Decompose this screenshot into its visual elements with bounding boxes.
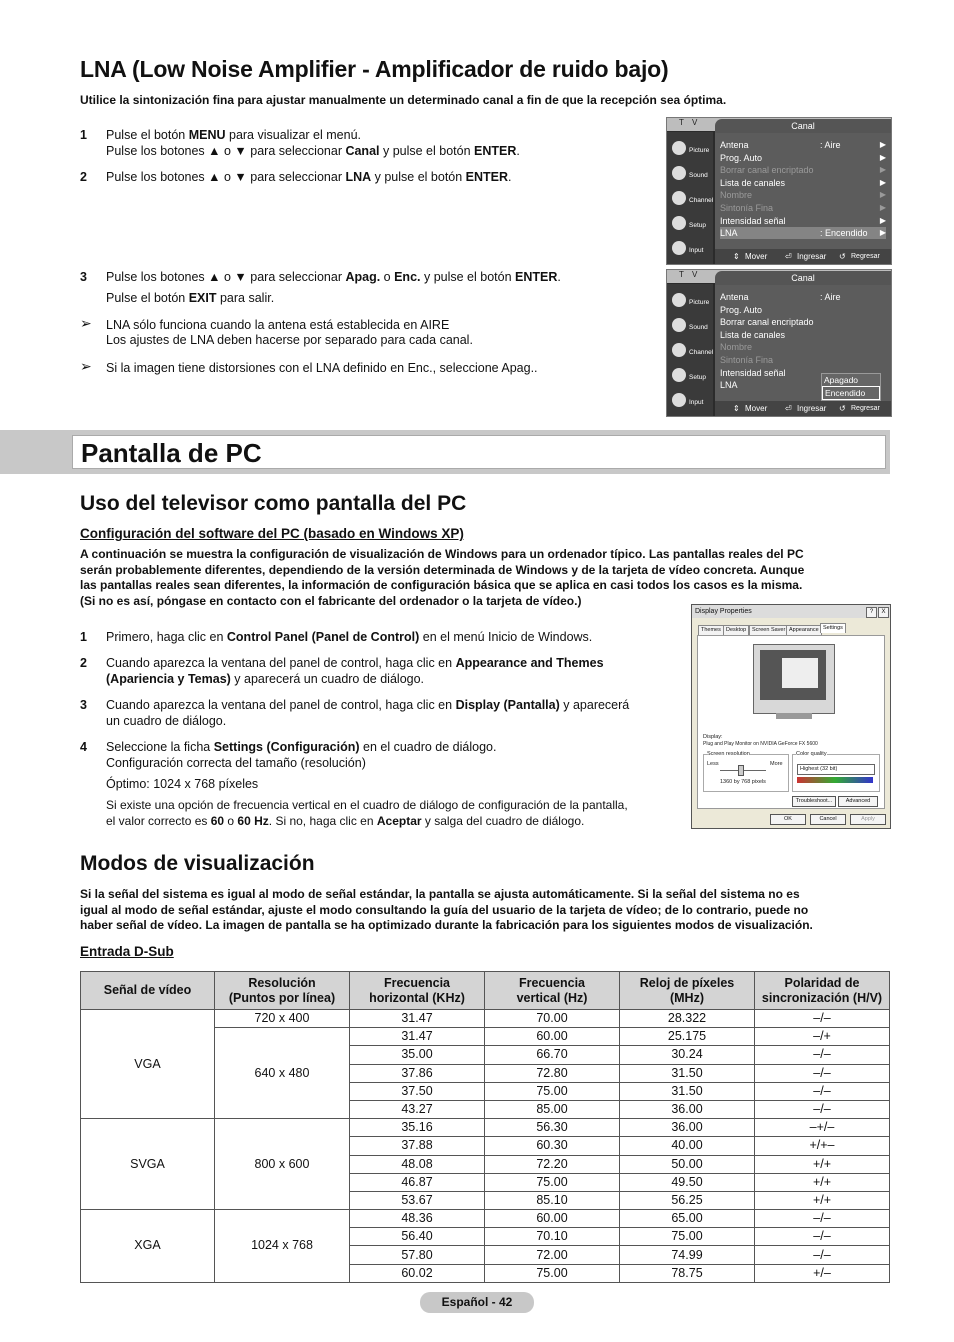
osd-row[interactable] bbox=[720, 341, 886, 353]
table-row bbox=[81, 1010, 890, 1028]
osd-bottom-bar bbox=[715, 249, 891, 264]
pc-step-3-line-a: Cuando aparezca la ventana del panel de control, haga clic en Display (Pantalla) y aparecerá bbox=[106, 698, 630, 712]
arrow-right-icon: ▶ bbox=[879, 203, 886, 212]
note-1-line-b: Los ajustes de LNA deben hacerse por separado para cada canal. bbox=[106, 333, 473, 347]
table-row bbox=[81, 1119, 890, 1137]
ok-button[interactable]: OK bbox=[770, 814, 806, 825]
arrow-right-icon: ▶ bbox=[879, 165, 886, 175]
pc-step-4-line-b: Configuración correcta del tamaño (resolución) bbox=[106, 756, 366, 770]
osd-row-label: Antena bbox=[720, 140, 749, 150]
table-cell: 49.50 bbox=[620, 1173, 755, 1191]
table-cell: 37.50 bbox=[350, 1082, 485, 1100]
table-cell: 74.99 bbox=[620, 1246, 755, 1264]
resolution-cell: 800 x 600 bbox=[215, 1119, 350, 1210]
display-value: Plug and Play Monitor on NVIDIA GeForce FX 5600 bbox=[703, 741, 818, 747]
pc-step-2-line-a: Cuando aparezca la ventana del panel de control, haga clic en Appearance and Themes bbox=[106, 656, 604, 670]
preview-window bbox=[782, 658, 818, 688]
osd-row[interactable] bbox=[720, 329, 886, 341]
osd-row[interactable] bbox=[720, 164, 886, 176]
option-encendido[interactable]: Encendido bbox=[822, 386, 880, 400]
sound-icon bbox=[672, 318, 686, 332]
table-cell: 31.50 bbox=[620, 1064, 755, 1082]
section-banner bbox=[0, 430, 890, 474]
table-cell: 65.00 bbox=[620, 1210, 755, 1228]
option-apagado[interactable]: Apagado bbox=[824, 375, 859, 385]
col-frec-horizontal: Frecuencia horizontal (KHz) bbox=[350, 972, 485, 1010]
table-cell: 50.00 bbox=[620, 1155, 755, 1173]
table-row bbox=[81, 1210, 890, 1228]
osd-row-label: Prog. Auto bbox=[720, 304, 763, 315]
osd-row-label: LNA bbox=[720, 228, 738, 239]
step-number: 2 bbox=[80, 656, 87, 670]
resolution-cell: 640 x 480 bbox=[215, 1028, 350, 1119]
pc-step-4-line-e: el valor correcto es 60 o 60 Hz. Si no, haga clic en Aceptar y salga del cuadro de diálogo. bbox=[106, 814, 585, 828]
tv-menu-canal-1 bbox=[666, 117, 892, 265]
less-label: Less bbox=[707, 761, 719, 767]
osd-row-value: : Aire bbox=[820, 140, 841, 150]
table-cell: 57.80 bbox=[350, 1246, 485, 1264]
channel-icon bbox=[672, 191, 686, 205]
tab-themes[interactable]: Themes bbox=[698, 625, 724, 636]
table-cell: 48.08 bbox=[350, 1155, 485, 1173]
table-cell: 60.02 bbox=[350, 1264, 485, 1282]
color-quality-label: Color quality bbox=[796, 751, 827, 757]
input-icon bbox=[672, 393, 686, 407]
resolution-cell: 1024 x 768 bbox=[215, 1210, 350, 1283]
arrow-right-icon: ▶ bbox=[879, 215, 886, 225]
osd-row-label: Intensidad señal bbox=[720, 367, 786, 378]
settings-panel bbox=[697, 635, 885, 809]
return-icon: ↺ bbox=[839, 404, 846, 413]
banner-inner bbox=[72, 435, 886, 469]
osd-side-input: Input bbox=[669, 390, 713, 412]
tab-settings[interactable]: Settings bbox=[820, 623, 846, 633]
osd-canal-tab: Canal bbox=[715, 119, 891, 133]
color-quality-value: Highest (32 bit) bbox=[800, 766, 838, 772]
table-cell: 53.67 bbox=[350, 1191, 485, 1209]
pc-step-4-line-c: Óptimo: 1024 x 768 píxeles bbox=[106, 777, 259, 791]
display-label: Display: bbox=[703, 734, 723, 740]
tab-screen-saver[interactable]: Screen Saver bbox=[749, 625, 788, 636]
osd-row[interactable] bbox=[720, 354, 886, 366]
osd-mover: Mover bbox=[745, 404, 768, 413]
table-cell: 43.27 bbox=[350, 1100, 485, 1118]
table-cell: +/+– bbox=[755, 1137, 890, 1155]
config-subheading: Configuración del software del PC (basado en Windows XP) bbox=[80, 526, 464, 541]
apply-button[interactable]: Apply bbox=[850, 814, 886, 825]
signal-cell: XGA bbox=[81, 1210, 215, 1283]
troubleshoot-button[interactable]: Troubleshoot... bbox=[792, 796, 836, 807]
table-cell: –/– bbox=[755, 1010, 890, 1028]
osd-side-sound: Sound bbox=[669, 163, 713, 185]
table-header-row bbox=[81, 972, 890, 1010]
osd-row[interactable] bbox=[720, 177, 886, 189]
osd-row-label: Prog. Auto bbox=[720, 152, 763, 163]
table-cell: –/+ bbox=[755, 1028, 890, 1046]
return-icon: ↺ bbox=[839, 252, 846, 261]
dsub-subheading: Entrada D-Sub bbox=[80, 944, 174, 959]
step-number: 3 bbox=[80, 270, 87, 284]
tab-desktop[interactable]: Desktop bbox=[723, 625, 749, 636]
osd-bottom-bar bbox=[715, 401, 891, 416]
osd-mover: Mover bbox=[745, 252, 768, 261]
osd-row-label: Borrar canal encriptado bbox=[720, 317, 814, 328]
osd-row-label: Lista de canales bbox=[720, 177, 786, 188]
col-reloj: Reloj de píxeles (MHz) bbox=[620, 972, 755, 1010]
osd-row-label: Lista de canales bbox=[720, 329, 786, 340]
col-frec-vertical: Frecuencia vertical (Hz) bbox=[485, 972, 620, 1010]
resolution-cell: 720 x 400 bbox=[215, 1010, 350, 1028]
channel-icon bbox=[672, 343, 686, 357]
pc-step-4-line-a: Seleccione la ficha Settings (Configuración) en el cuadro de diálogo. bbox=[106, 740, 497, 754]
table-cell: –/– bbox=[755, 1210, 890, 1228]
arrow-right-icon: ▶ bbox=[879, 152, 886, 162]
table-cell: 40.00 bbox=[620, 1137, 755, 1155]
note-1-line-a: LNA sólo funciona cuando la antena está establecida en AIRE bbox=[106, 318, 450, 332]
table-cell: 56.30 bbox=[485, 1119, 620, 1137]
arrow-right-icon: ▶ bbox=[879, 228, 886, 238]
table-cell: 75.00 bbox=[485, 1264, 620, 1282]
step-number: 4 bbox=[80, 740, 87, 754]
input-icon bbox=[672, 241, 686, 255]
lna-option-popup bbox=[821, 373, 881, 401]
dialog-title: Display Properties bbox=[695, 608, 752, 615]
table-cell: 37.88 bbox=[350, 1137, 485, 1155]
table-cell: 60.00 bbox=[485, 1210, 620, 1228]
table-cell: +/+ bbox=[755, 1155, 890, 1173]
osd-canal-tab: Canal bbox=[715, 271, 891, 285]
osd-row[interactable] bbox=[720, 291, 886, 303]
step-1-line-a: Pulse el botón MENU para visualizar el menú. bbox=[106, 128, 361, 142]
table-cell: –/– bbox=[755, 1246, 890, 1264]
table-cell: 25.175 bbox=[620, 1028, 755, 1046]
step-number: 3 bbox=[80, 698, 87, 712]
osd-row-label: Intensidad señal bbox=[720, 215, 786, 226]
table-cell: 70.10 bbox=[485, 1228, 620, 1246]
table-cell: 48.36 bbox=[350, 1210, 485, 1228]
cancel-button[interactable]: Cancel bbox=[810, 814, 846, 825]
table-cell: +/+ bbox=[755, 1191, 890, 1209]
help-button[interactable]: ? bbox=[866, 607, 877, 618]
more-label: More bbox=[770, 761, 783, 767]
table-cell: 70.00 bbox=[485, 1010, 620, 1028]
pc-step-3-line-b: un cuadro de diálogo. bbox=[106, 714, 227, 728]
osd-row-label: Sintonía Fina bbox=[720, 203, 774, 213]
col-polaridad: Polaridad de sincronización (H/V) bbox=[755, 972, 890, 1010]
table-cell: 46.87 bbox=[350, 1173, 485, 1191]
note-2-text: Si la imagen tiene distorsiones con el LNA definido en Enc., seleccione Apag.. bbox=[106, 361, 538, 375]
osd-row[interactable] bbox=[720, 316, 886, 328]
osd-side-picture: Picture bbox=[669, 290, 713, 312]
step-number: 2 bbox=[80, 170, 87, 184]
note-arrow-icon: ➢ bbox=[80, 358, 92, 374]
pc-step-4-line-d: Si existe una opción de frecuencia vertical en el cuadro de diálogo de configuración de la pantalla, bbox=[106, 798, 628, 812]
advanced-button[interactable]: Advanced bbox=[838, 796, 878, 807]
lna-title: LNA (Low Noise Amplifier - Amplificador de ruido bajo) bbox=[80, 56, 669, 82]
table-cell: 28.322 bbox=[620, 1010, 755, 1028]
table-cell: 30.24 bbox=[620, 1046, 755, 1064]
osd-side-channel: Channel bbox=[669, 188, 713, 210]
lna-intro: Utilice la sintonización fina para ajustar manualmente un determinado canal a fin de que la recepción sea óptima. bbox=[80, 93, 727, 107]
monitor-stand bbox=[776, 713, 812, 719]
osd-row[interactable] bbox=[720, 139, 886, 151]
osd-row-value: : Encendido bbox=[820, 228, 868, 239]
table-cell: 37.86 bbox=[350, 1064, 485, 1082]
modes-paragraph: Si la señal del sistema es igual al modo de señal estándar, la pantalla se ajusta automáticamente. Si la señal del sistema no es igual al modo de señal estándar, ajuste el modo consultando la guía del usuario de la tarjeta de vídeo; de lo contrario, puede no haber señal de vídeo. La imagen de pantalla se ha optimizado durante la fabricación para los siguientes modos de visualización. bbox=[80, 887, 813, 932]
table-cell: 72.80 bbox=[485, 1064, 620, 1082]
display-properties-dialog bbox=[691, 604, 891, 829]
enter-icon: ⏎ bbox=[785, 404, 792, 413]
move-icon: ⇕ bbox=[733, 252, 740, 261]
osd-row-label: LNA bbox=[720, 380, 738, 391]
tv-label: T V bbox=[679, 118, 701, 127]
picture-icon bbox=[672, 293, 686, 307]
osd-side-setup: Setup bbox=[669, 365, 713, 387]
monitor-screen bbox=[760, 650, 826, 700]
table-cell: 72.20 bbox=[485, 1155, 620, 1173]
table-cell: 36.00 bbox=[620, 1119, 755, 1137]
table-cell: 31.47 bbox=[350, 1028, 485, 1046]
pc-step-1-text: Primero, haga clic en Control Panel (Panel de Control) en el menú Inicio de Windows. bbox=[106, 630, 593, 644]
osd-row[interactable] bbox=[720, 152, 886, 164]
osd-row-label: Nombre bbox=[720, 190, 753, 201]
osd-ingresar: Ingresar bbox=[797, 252, 827, 261]
osd-row[interactable] bbox=[720, 304, 886, 316]
osd-row-label: Sintonía Fina bbox=[720, 355, 774, 365]
table-cell: 78.75 bbox=[620, 1264, 755, 1282]
osd-sidebar bbox=[667, 284, 713, 416]
osd-row[interactable] bbox=[720, 189, 886, 201]
osd-regresar: Regresar bbox=[851, 405, 880, 412]
table-cell: +/– bbox=[755, 1264, 890, 1282]
enter-icon: ⏎ bbox=[785, 252, 792, 261]
signal-cell: VGA bbox=[81, 1010, 215, 1119]
table-cell: 56.25 bbox=[620, 1191, 755, 1209]
table-cell: +/+ bbox=[755, 1173, 890, 1191]
resolution-group bbox=[703, 754, 789, 792]
osd-ingresar: Ingresar bbox=[797, 404, 827, 413]
step-number: 1 bbox=[80, 128, 87, 142]
table-cell: 35.16 bbox=[350, 1119, 485, 1137]
table-cell: 56.40 bbox=[350, 1228, 485, 1246]
osd-row-label: Antena bbox=[720, 292, 749, 302]
color-quality-select[interactable] bbox=[797, 764, 875, 775]
dialog-titlebar bbox=[692, 605, 890, 618]
osd-row-label: Borrar canal encriptado bbox=[720, 165, 814, 176]
osd-side-channel: Channel bbox=[669, 340, 713, 362]
table-cell: 85.10 bbox=[485, 1191, 620, 1209]
picture-icon bbox=[672, 141, 686, 155]
step-3-exit: Pulse el botón EXIT para salir. bbox=[106, 291, 275, 305]
osd-row[interactable] bbox=[720, 215, 886, 227]
table-cell: 72.00 bbox=[485, 1246, 620, 1264]
col-senal: Señal de vídeo bbox=[81, 972, 215, 1010]
table-cell: 31.47 bbox=[350, 1010, 485, 1028]
step-1-line-b: Pulse los botones ▲ o ▼ para seleccionar Canal y pulse el botón ENTER. bbox=[106, 144, 520, 158]
osd-side-picture: Picture bbox=[669, 138, 713, 160]
table-cell: 36.00 bbox=[620, 1100, 755, 1118]
table-cell: –+/– bbox=[755, 1119, 890, 1137]
table-cell: 60.00 bbox=[485, 1028, 620, 1046]
table-cell: 60.30 bbox=[485, 1137, 620, 1155]
table-cell: –/– bbox=[755, 1228, 890, 1246]
color-bar bbox=[797, 777, 873, 783]
setup-icon bbox=[672, 368, 686, 382]
resolution-label: Screen resolution bbox=[707, 751, 750, 757]
resolution-slider-handle[interactable] bbox=[738, 765, 744, 776]
signal-cell: SVGA bbox=[81, 1119, 215, 1210]
sound-icon bbox=[672, 166, 686, 180]
tab-appearance[interactable]: Appearance bbox=[786, 625, 822, 636]
osd-side-setup: Setup bbox=[669, 213, 713, 235]
osd-side-input: Input bbox=[669, 238, 713, 260]
table-cell: –/– bbox=[755, 1064, 890, 1082]
osd-row[interactable] bbox=[720, 202, 886, 214]
table-cell: 75.00 bbox=[485, 1082, 620, 1100]
note-arrow-icon: ➢ bbox=[80, 315, 92, 331]
close-button[interactable]: X bbox=[878, 607, 889, 618]
resolution-value: 1360 by 768 pixels bbox=[720, 779, 766, 785]
col-resolucion: Resolución (Puntos por línea) bbox=[215, 972, 350, 1010]
tv-menu-canal-2 bbox=[666, 269, 892, 417]
step-3-text: Pulse los botones ▲ o ▼ para seleccionar Apag. o Enc. y pulse el botón ENTER. bbox=[106, 270, 561, 284]
setup-icon bbox=[672, 216, 686, 230]
table-cell: 75.00 bbox=[485, 1173, 620, 1191]
osd-panel bbox=[715, 133, 891, 249]
table-cell: 31.50 bbox=[620, 1082, 755, 1100]
display-modes-table bbox=[80, 971, 890, 1283]
table-cell: –/– bbox=[755, 1082, 890, 1100]
step-2-text: Pulse los botones ▲ o ▼ para seleccionar LNA y pulse el botón ENTER. bbox=[106, 170, 512, 184]
osd-regresar: Regresar bbox=[851, 253, 880, 260]
osd-side-sound: Sound bbox=[669, 315, 713, 337]
osd-sidebar bbox=[667, 132, 713, 264]
table-cell: –/– bbox=[755, 1100, 890, 1118]
section-title: Pantalla de PC bbox=[81, 438, 262, 468]
osd-row-label: Nombre bbox=[720, 342, 753, 353]
pc-intro-paragraph: A continuación se muestra la configuración de visualización de Windows para un ordenador típico. Las pantallas reales del PC serán probablemente diferentes, dependiendo de la versión determinada de Windows y de la tarjeta de vídeo concreta. Aunque las pantallas reales sean diferentes, la información de configuración básica que se aplica en casi todos los casos es la misma. (Si no es así, póngase en contacto con el fabricante del ordenador o la tarjeta de vídeo.) bbox=[80, 547, 805, 608]
pc-step-2-line-b: (Apariencia y Temas) y aparecerá un cuadro de diálogo. bbox=[106, 672, 425, 686]
page-footer: Español - 42 bbox=[420, 1292, 534, 1313]
osd-row-value: : Aire bbox=[820, 292, 841, 302]
step-number: 1 bbox=[80, 630, 87, 644]
move-icon: ⇕ bbox=[733, 404, 740, 413]
table-cell: –/– bbox=[755, 1046, 890, 1064]
table-cell: 75.00 bbox=[620, 1228, 755, 1246]
arrow-right-icon: ▶ bbox=[879, 140, 886, 149]
table-cell: 66.70 bbox=[485, 1046, 620, 1064]
table-cell: 85.00 bbox=[485, 1100, 620, 1118]
osd-row[interactable] bbox=[720, 227, 886, 239]
modes-heading: Modos de visualización bbox=[80, 852, 315, 875]
arrow-right-icon: ▶ bbox=[879, 190, 886, 200]
arrow-right-icon: ▶ bbox=[879, 177, 886, 187]
uso-heading: Uso del televisor como pantalla del PC bbox=[80, 492, 467, 515]
monitor-preview bbox=[753, 644, 835, 714]
table-cell: 35.00 bbox=[350, 1046, 485, 1064]
tv-label: T V bbox=[679, 270, 701, 279]
